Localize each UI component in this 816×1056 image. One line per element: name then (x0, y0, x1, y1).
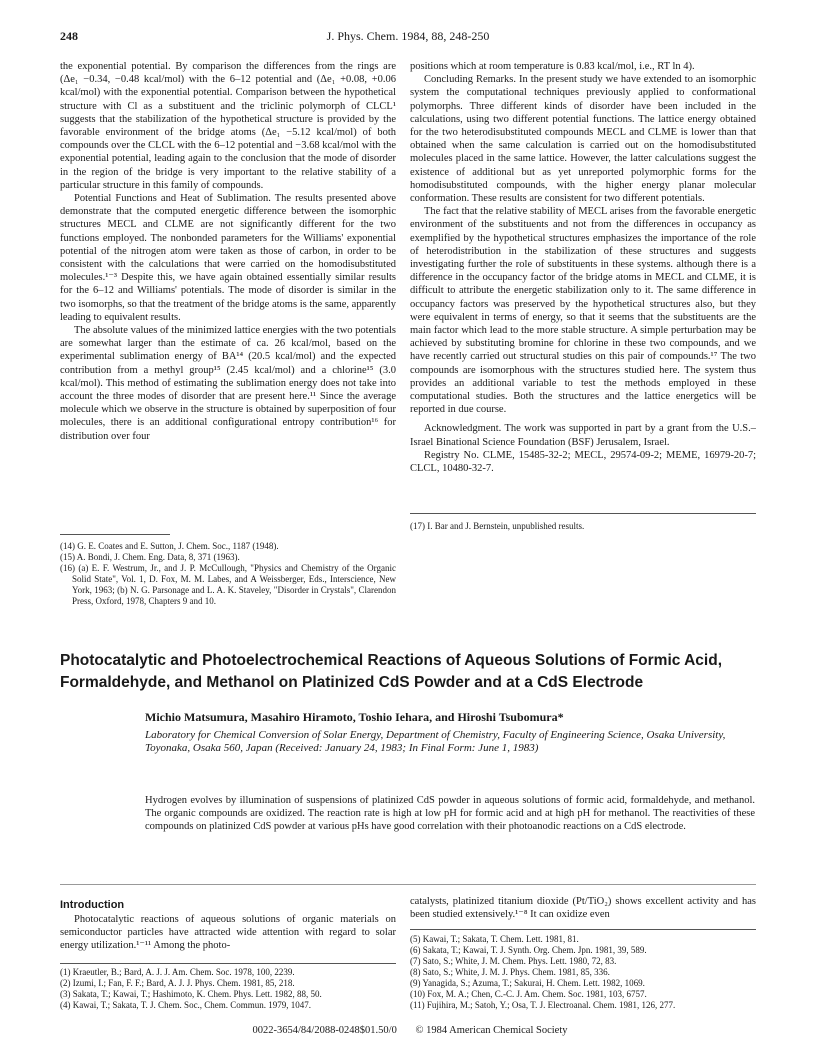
running-header: J. Phys. Chem. 1984, 88, 248-250 (326, 29, 490, 43)
section-rule (60, 884, 756, 885)
article-authors: Michio Matsumura, Masahiro Hiramoto, Toshio Iehara, and Hiroshi Tsubomura* (145, 710, 564, 724)
footnote: (16) (a) E. F. Westrum, Jr., and J. P. McCullough, "Physics and Chemistry of the Organic Solid State", Vol. 1, D. Fox, M. M. Labes, and A Weissberger, Eds., Interscience, New York, 1963; (b) N. G. Parsonage and L. A. K. Staveley, "Disorder in Crystals", Clarendon Press, Oxford, 1978, Chapters 9 and 10. (60, 563, 396, 606)
footnote-rule (60, 534, 170, 535)
footnote-rule (60, 963, 396, 964)
footnote: (8) Sato, S.; White, J. M. J. Phys. Chem. 1981, 85, 336. (410, 967, 610, 977)
article-code: 0022-3654/84/2088-0248$01.50/0 (252, 1025, 397, 1036)
article-affiliation: Laboratory for Chemical Conversion of Solar Energy, Department of Chemistry, Faculty of Engineering Science, Osaka University, Toyonaka, Osaka 560, Japan (Received: January 24, 1983; In Final Form: June 1, 1983) (145, 729, 726, 755)
footnote-rule (410, 929, 756, 930)
paragraph: The absolute values of the minimized lattice energies with the two potentials are somewhat larger than the estimate of ca. 26 kcal/mol, based on the experimental sublimation energy of BA¹⁴ (20.5 kcal/mol) and the expected contribution from a methyl group¹⁵ (2.45 kcal/mol) and a chlorine¹⁵ (3.0 kcal/mol). This method of estimating the sublimation energy does not take into account the three modes of disorder that are present here.¹¹ Since the average molecule which we observe in the structure is obtained by superposition of four molecules, there is an additional configurational entropy contribution¹⁶ for distribution over four (60, 325, 396, 442)
paragraph: the exponential potential. By comparison the differences from the rings are (Δe₁ −0.34, −0.48 kcal/mol) with the 6–12 potential and (Δe₁ +0.08, +0.06 kcal/mol) with the exponential potential. Comparison between the hypothetical structure with Cl as a substituent and the triclinic polymorph of CLCL¹ suggests that the stabilization of the hypothetical structure is provided by the favorable environment of the bridge atoms (Δe₁ −5.12 kcal/mol) of both compounds over the CLCL with the 6–12 potential and −3.68 kcal/mol with the exponential potential, leading again to the conclusion that the mode of disorder in the region of the bridge is very important to the relative stability of a particular structure in this family of compounds. (60, 61, 396, 191)
paragraph: Photocatalytic reactions of aqueous solutions of organic materials on semiconductor particles have attracted wide attention with regard to solar energy utilization.¹⁻¹¹ Among the photo- (60, 914, 396, 952)
footnote: (4) Kawai, T.; Sakata, T. J. Chem. Soc., Chem. Commun. 1979, 1047. (60, 1000, 312, 1010)
page-footer (200, 1025, 620, 1036)
prev-right-footnotes (410, 521, 756, 532)
footnote: (11) Fujihira, M.; Satoh, Y.; Osa, T. J. Electroanal. Chem. 1981, 126, 277. (410, 1000, 676, 1010)
paragraph: catalysts, platinized titanium dioxide (Pt/TiO₂) shows excellent activity and has been studied extensively.¹⁻⁸ It can oxidize even (410, 896, 756, 921)
paragraph: Concluding Remarks. In the present study we have extended to an isomorphic system the computational techniques previously applied to conformational polymorphs. Three different kinds of disorder have been included in the calculations, using two different potential functions. The lattice energy obtained for the two heterodisubstituted compounds MECL and CLME is lower than that obtained when the same calculation is carried out on the homodisubstituted molecules placed in the same lattice. However, the latter calculations suggest the existence of additional but as yet unreported polymorphic forms for the homodisubstituted compounds, with the higher energy planar molecular conformation. These results are consistent for two different potentials. (410, 74, 756, 205)
acknowledgment: Acknowledgment. The work was supported in part by a grant from the U.S.–Israel Binational Science Foundation (BSF) Jerusalem, Israel. (410, 423, 756, 448)
footnote: (5) Kawai, T.; Sakata, T. Chem. Lett. 1981, 81. (410, 934, 579, 944)
footnote-rule (410, 513, 756, 514)
footnote: (14) G. E. Coates and E. Sutton, J. Chem. Soc., 1187 (1948). (60, 541, 279, 551)
footnote: (17) I. Bar and J. Bernstein, unpublished results. (410, 521, 585, 531)
paragraph: The fact that the relative stability of MECL arises from the favorable energetic environment of the substituents and not from the differences in occupancy as exemplified by the hypothetical structures emphasizes the importance of the role of heterodistribution in the stabilization of these structures and suggests investigating further the role of substituents in these systems. although there is a difference in the occupancy factor of the bridge atoms in MECL and CLME, it is difficult to attribute the energetic stabilization only to it. The same difference in occupancy factors was preserved by the hypothetical structures also, but they were equivalent in terms of energy, so that it seems that the substituents are the main factor which lead to the more stable structure. A simple perturbation may be achieved by substituting bromine for chlorine in these two compounds, and we have recently carried out structural studies on this pair of compounds.¹⁷ The two compounds are isomorphous with the structures studied here. The system thus provides an additional variable to test the methods employed in these computational studies. Both the structures and the lattice energetics will be reported in due course. (410, 206, 756, 416)
registry-numbers: Registry No. CLME, 15485-32-2; MECL, 29574-09-2; MEME, 16979-20-7; CLCL, 10480-32-7. (410, 449, 756, 475)
intro-left-column (60, 913, 396, 963)
paragraph: Potential Functions and Heat of Sublimation. The results presented above demonstrate that the computed energetic difference between the isomorphic structures MECL and CLME are not significantly different for the two functions employed. The nonbonded parameters for the Williams' exponential potential of the nitrogen atom were taken as those of carbon, in order to be consistent with the calculations that were carried on the homodisubstituted molecules.¹⁻³ Despite this, we have again obtained essentially similar results for the 6–12 and Williams' potentials. The mode of disorder is similar in the two isomorphs, so that the treatment of the bridge atoms is the same, apparently leading to equivalent results. (60, 193, 396, 323)
footnote: (2) Izumi, I.; Fan, F. F.; Bard, A. J. J. Phys. Chem. 1981, 85, 218. (60, 978, 295, 988)
footnote: (10) Fox, M. A.; Chen, C.-C. J. Am. Chem. Soc. 1981, 103, 6757. (410, 989, 647, 999)
footnote: (1) Kraeutler, B.; Bard, A. J. J. Am. Chem. Soc. 1978, 100, 2239. (60, 967, 295, 977)
prev-article-right-column (410, 60, 756, 510)
copyright: © 1984 American Chemical Society (415, 1025, 568, 1036)
article-right-footnotes (410, 934, 756, 1011)
footnote: (3) Sakata, T.; Kawai, T.; Hashimoto, K. Chem. Phys. Lett. 1982, 88, 50. (60, 989, 322, 999)
footnote: (7) Sato, S.; White, J. M. Chem. Phys. Lett. 1980, 72, 83. (410, 956, 617, 966)
intro-right-column (410, 895, 756, 925)
prev-article-left-column (60, 60, 396, 530)
footnote: (15) A. Bondi, J. Chem. Eng. Data, 8, 371 (1963). (60, 552, 240, 562)
article-abstract: Hydrogen evolves by illumination of suspensions of platinized CdS powder in aqueous solutions of formic acid, formaldehyde, and methanol. The organic compounds are oxidized. The reaction rate is high at low pH for formic acid and at high pH for methanol. The reactivities of these compounds on platinized CdS powder at various pHs have good correlation with their photoanodic reactions on a CdS electrode. (145, 795, 755, 832)
footnote: (9) Yanagida, S.; Azuma, T.; Sakurai, H. Chem. Lett. 1982, 1069. (410, 978, 645, 988)
article-title: Photocatalytic and Photoelectrochemical Reactions of Aqueous Solutions of Formic Acid, Formaldehyde, and Methanol on Platinized CdS Powder and at a CdS Electrode (60, 652, 723, 691)
article-left-footnotes (60, 967, 396, 1011)
page-number: 248 (60, 29, 78, 43)
intro-heading: Introduction (60, 899, 125, 911)
paragraph: positions which at room temperature is 0.83 kcal/mol, i.e., RT ln 4). (410, 61, 695, 72)
prev-left-footnotes (60, 541, 396, 607)
footnote: (6) Sakata, T.; Kawai, T. J. Synth. Org. Chem. Jpn. 1981, 39, 589. (410, 945, 647, 955)
